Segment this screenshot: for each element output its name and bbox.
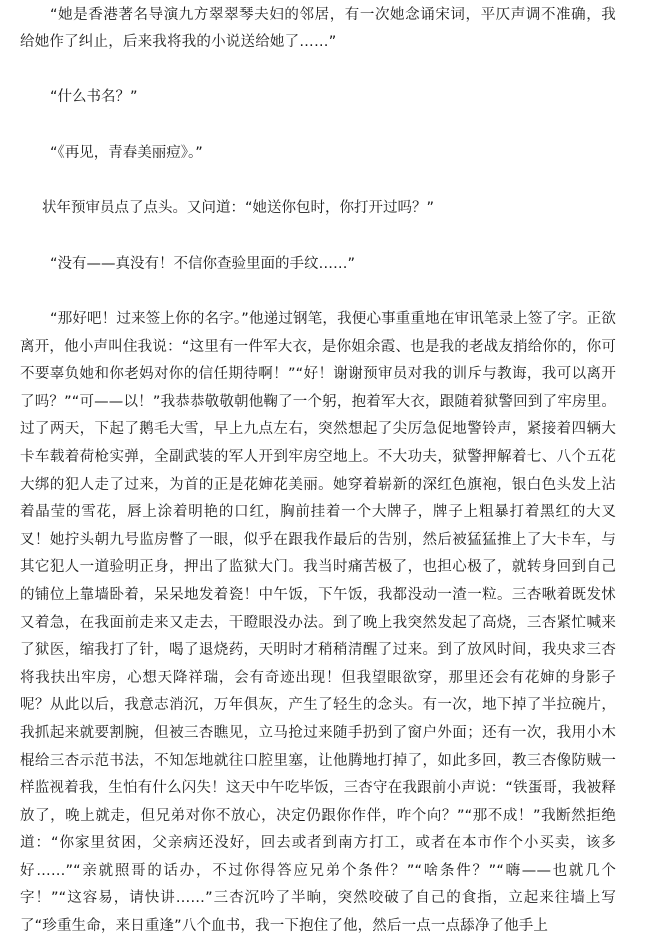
- paragraph-neighbor: “她是香港著名导演九方翠翠琴夫妇的邻居，有一次她念诵宋词，平仄声调不准确，我给她作了纠止，后来我将我的小说送给她了……”: [20, 7, 616, 50]
- paragraph-book-title-question: “什么书名？”: [50, 89, 138, 105]
- paragraph-examiner-question: 状年预审员点了点头。又问道：“她送你包时，你打开过吗？”: [42, 200, 435, 216]
- paragraph-book-title-answer: “《再见，青春美丽痘》。”: [50, 145, 203, 161]
- paragraph-denial: “没有——真没有！不信你查验里面的手纹……”: [50, 256, 356, 272]
- paragraph-main-narrative: “那好吧！过来签上你的名字。”他递过钢笔，我便心事重重地在审讯笔录上签了字。正欲离开，他小声叫住我说：“这里有一件军大衣，是你姐余霞、也是我的老战友捎给你的，你可不要辜负她和你老妈对你的信任期待啊！”“好！谢谢预审员对我的训斥与教诲，我可以离开了吗？”“可——以！”我恭恭敬敬朝他鞠了一个躬，抱着军大衣，跟随着狱警回到了牢房里。过了两天，下起了鹅毛大雪，早上九点左右，突然想起了尖厉急促地警铃声，紧接着四辆大卡车载着荷枪实弹，全副武装的军人开到牢房空地上。不大功夫，狱警押解着七、八个五花大绑的犯人走了过来，为首的正是花婶花美丽。她穿着崭新的深红色旗袍，银白色头发上沾着晶莹的雪花，唇上涂着明艳的口红，胸前挂着一个大牌子，牌子上粗暴打着黑红的大叉叉！她拧头朝九号监房瞥了一眼，似乎在跟我作最后的告别，然后被猛猛推上了大卡车，与其它犯人一道验明正身，押出了监狱大门。我当时痛苦极了，也担心极了，就转身回到自己的铺位上靠墙卧着，呆呆地发着瓷！中午饭，下午饭，我都没动一渣一粒。三杏啾着既发怵又着急，在我面前走来又走去，干瞪眼没办法。到了晚上我突然发起了高烧，三杏紧忙喊来了狱医，缩我打了针，喝了退烧药，天明时才稍稍清醒了过来。到了放风时间，我央求三杏将我扶出牢房，心想天降祥瑞，会有奇迹出现！但我望眼欲穿，那里还会有花婶的身影子呢？从此以后，我意志消沉，万年俱灰，产生了轻生的念头。有一次，地下掉了半拉碗片，我抓起来就要割腕，但被三杏瞧见，立马抢过来随手扔到了窗户外面；还有一次，我用小木棍给三杏示范书法，不知怎地就往口腔里塞，让他腾地打掉了，如此多回，教三杏像防贼一样监视着我，生怕有什么闪失！这天中午吃毕饭，三杏守在我跟前小声说：“铁蛋哥，我被释放了，晚上就走，但兄弟对你不放心，决定仍跟你作伴，咋个向？”“那不成！”我断然拒绝道：“你家里贫困，父亲病还没好，回去或者到南方打工，或者在本市作个小买卖，该多好……”“亲就照哥的话办，不过你得答应兄弟个条件？”“啥条件？”“嗨——也就几个字！”“这容易，请快讲……”三杏沉吟了半晌，突然咬破了自己的食指，立起来往墙上写了“珍重生命，来日重逢”八个血书，我一下抱住了他，然后一点一点舔净了他手上: [20, 311, 616, 935]
